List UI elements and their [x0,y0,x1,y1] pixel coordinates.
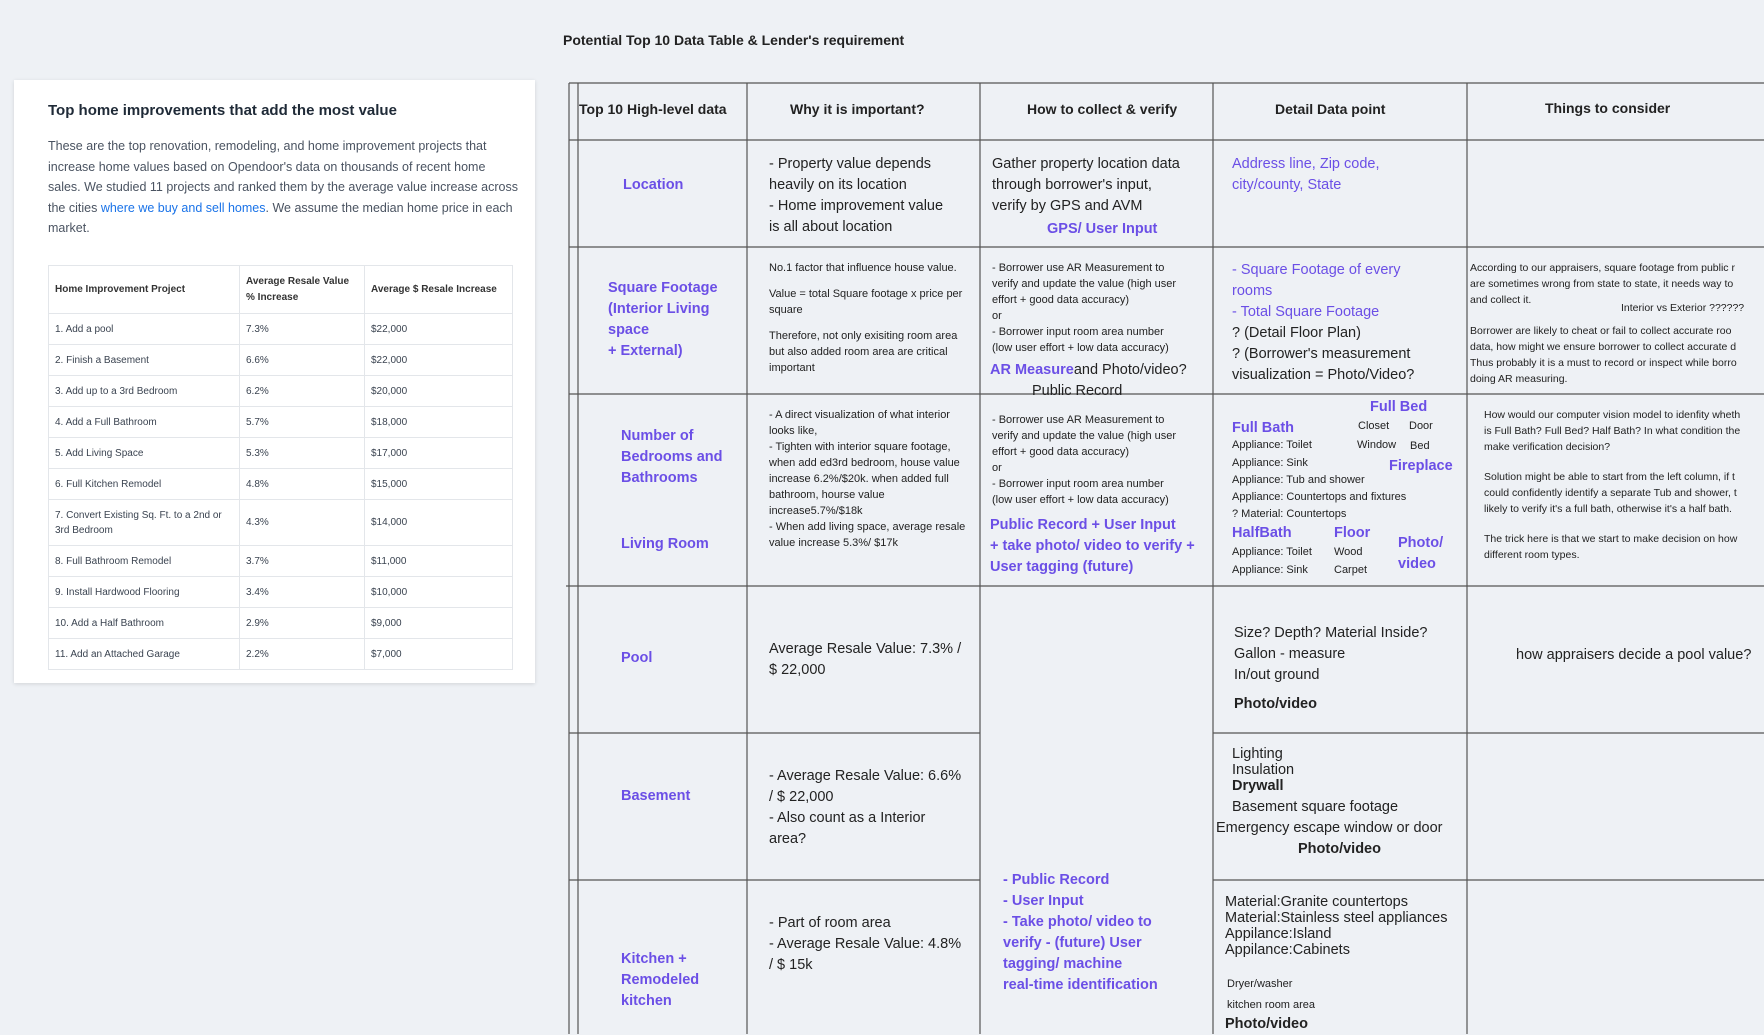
kitchen-detail-photo: Photo/video [1225,1016,1308,1032]
table-cell: $17,000 [365,438,513,469]
pool-consider: how appraisers decide a pool value? [1516,647,1752,663]
improvements-table [48,265,513,670]
table-cell: $22,000 [365,314,513,345]
table-cell: 9. Install Hardwood Flooring [49,577,240,608]
table-cell: 3. Add up to a 3rd Bedroom [49,376,240,407]
table-cell: 1. Add a pool [49,314,240,345]
row-label-bedrooms: Number of Bedrooms and Bathrooms [621,428,723,486]
pool-detail: Size? Depth? Material Inside? Gallon - measure In/out ground [1234,625,1428,683]
merged-how: - Public Record - User Input - Take photo/ video to verify - (future) User tagging/ machine real-time identification [1003,872,1158,993]
sqft-detail: - Square Footage of every rooms - Total Square Footage [1232,262,1401,320]
full-bed-label: Full Bed [1370,399,1428,415]
page-title: Potential Top 10 Data Table & Lender's requirement [563,32,905,48]
bed-label: Bed [1410,440,1430,452]
fireplace-label: Fireplace [1389,458,1453,474]
table-cell: $22,000 [365,345,513,376]
table-row [49,500,513,546]
table-row [49,546,513,577]
table-cell: $7,000 [365,639,513,670]
header-top10: Top 10 High-level data [579,101,727,117]
buy-sell-link[interactable]: where we buy and sell homes [100,200,266,215]
halfbath-label: HalfBath [1232,525,1292,541]
floor-label: Floor [1334,525,1371,541]
table-cell: $15,000 [365,469,513,500]
card-intro: These are the top renovation, remodeling, and home improvement projects that increase home values based on Opendoor's data on thousands of recent home sales. We studied 11 projects and ranked them by the average value increase across the cities where we buy and sell homes. We assume the median home price in each market. [48,139,518,236]
basement-detail-1: Lighting Insulation Drywall [1232,746,1295,794]
col-header: Average $ Resale Increase [365,266,513,314]
location-detail: Address line, Zip code, city/county, State [1232,156,1380,193]
sqft-consider-note: Interior vs Exterior ?????? [1621,302,1745,314]
table-row [49,314,513,345]
header-how: How to collect & verify [1027,101,1178,117]
table-cell: $9,000 [365,608,513,639]
home-improvements-card [14,80,535,683]
location-how: Gather property location data through borrower's input, verify by GPS and AVM [992,156,1180,214]
table-cell: 11. Add an Attached Garage [49,639,240,670]
table-cell: 6. Full Kitchen Remodel [49,469,240,500]
bedrooms-how-tag: Public Record + User Input + take photo/ video to verify + User tagging (future) [990,517,1195,575]
window-label: Window [1357,439,1397,451]
table-cell: $14,000 [365,500,513,546]
table-cell: 3.4% [240,577,365,608]
bedrooms-photo-video: Photo/ video [1398,535,1444,572]
wood-label: Wood [1334,546,1363,558]
table-row [49,407,513,438]
table-cell: 2.2% [240,639,365,670]
table-cell: $18,000 [365,407,513,438]
pool-why: Average Resale Value: 7.3% / $ 22,000 [769,641,962,678]
table-cell: 2.9% [240,608,365,639]
card-title: Top home improvements that add the most value [48,102,397,119]
sqft-why: No.1 factor that influence house value. Value = total Square footage x price per square Therefore, not only exisiting room area but also added room area are critical important [769,262,963,374]
table-cell: $11,000 [365,546,513,577]
table-cell: $10,000 [365,577,513,608]
row-label-sqft: Square Footage (Interior Living space + External) [608,280,718,359]
header-why: Why it is important? [790,101,925,117]
bedrooms-why: - A direct visualization of what interior looks like, - Tighten with interior square footage, when add ed3rd bedroom, house value increase 6.2%/$20k. when added full bathroom, hourse value increase5.7%/$18k - When add living space, average resale value increase 5.3%/ $17k [769,409,966,549]
table-header-row [49,266,513,314]
table-cell: 3.7% [240,546,365,577]
table-cell: 8. Full Bathroom Remodel [49,546,240,577]
sqft-how: - Borrower use AR Measurement to verify and update the value (high user effort + good data accuracy) or - Borrower input room area number (low user effort + low data accuracy) [992,262,1177,354]
table-cell: 7.3% [240,314,365,345]
table-cell: 5.3% [240,438,365,469]
table-cell: 5. Add Living Space [49,438,240,469]
table-row [49,438,513,469]
table-cell: $20,000 [365,376,513,407]
table-cell: 10. Add a Half Bathroom [49,608,240,639]
row-label-basement: Basement [621,788,691,804]
closet-label: Closet [1358,420,1390,432]
table-cell: 4.3% [240,500,365,546]
kitchen-detail-small: Dryer/washer kitchen room area [1227,978,1316,1011]
table-cell: 5.7% [240,407,365,438]
basement-detail-3: Emergency escape window or door [1216,820,1443,836]
col-header: Average Resale Value % Increase [240,266,365,314]
table-cell: 6.6% [240,345,365,376]
header-detail: Detail Data point [1275,101,1386,117]
basement-why: - Average Resale Value: 6.6% / $ 22,000 - Also count as a Interior area? [769,768,962,847]
pool-detail-photo: Photo/video [1234,696,1317,712]
full-bath-items: Appliance: Toilet Appliance: Sink Appliance: Tub and shower Appliance: Countertops and fixtures ? Material: Countertops [1232,439,1407,520]
table-row [49,469,513,500]
sqft-how-tag: AR Measureand Photo/video? [990,362,1187,378]
row-label-living-room: Living Room [621,536,709,552]
table-cell: 7. Convert Existing Sq. Ft. to a 2nd or 3rd Bedroom [49,500,240,546]
location-why: - Property value depends heavily on its location - Home improvement value is all about location [769,156,944,235]
bedrooms-how: - Borrower use AR Measurement to verify and update the value (high user effort + good data accuracy) or - Borrower input room area number (low user effort + low data accuracy) [992,414,1177,506]
table-row [49,639,513,670]
row-label-kitchen: Kitchen + Remodeled kitchen [621,951,700,1009]
sqft-consider-2: Borrower are likely to cheat or fail to collect accurate roo data, how might we ensure borrower to collect accurate d Thus probably it is a must to record or inspect while borro doing AR measuring. [1470,325,1737,385]
header-consider: Things to consider [1545,100,1671,116]
table-cell: 2. Finish a Basement [49,345,240,376]
col-header: Home Improvement Project [49,266,240,314]
sqft-consider: According to our appraisers, square footage from public r are sometimes wrong from state to state, it needs way to and collect it. [1470,262,1735,306]
full-bath-label: Full Bath [1232,420,1295,436]
table-row [49,577,513,608]
sqft-how-public-record: Public Record [1032,383,1123,399]
table-row [49,608,513,639]
table-row [49,376,513,407]
kitchen-detail: Material:Granite countertops Material:Stainless steel appliances Appilance:Island Appilance:Cabinets [1225,894,1448,958]
basement-detail-photo: Photo/video [1298,841,1381,857]
table-cell: 6.2% [240,376,365,407]
location-how-tag: GPS/ User Input [1047,221,1158,237]
door-label: Door [1409,420,1433,432]
bedrooms-consider: How would our computer vision model to idenfity wheth is Full Bath? Full Bed? Half Bath? In what condition the make verification decision? Solution might be able to start from the left column, if t could confidently identify a separate Tub and shower, t likely to verify it's a full bath, otherwise it's a half bath. The trick here is that we start to make decision on how different room types. [1484,409,1741,561]
table-row [49,345,513,376]
row-label-location: Location [623,177,684,193]
sqft-detail-questions: ? (Detail Floor Plan) ? (Borrower's measurement visualization = Photo/Video? [1232,325,1415,383]
table-cell: 4. Add a Full Bathroom [49,407,240,438]
basement-detail-2: Basement square footage [1232,799,1399,815]
table-cell: 4.8% [240,469,365,500]
halfbath-items: Appliance: Toilet Appliance: Sink [1232,546,1312,576]
row-label-pool: Pool [621,650,653,666]
carpet-label: Carpet [1334,564,1368,576]
kitchen-why: - Part of room area - Average Resale Value: 4.8% / $ 15k [769,915,962,973]
